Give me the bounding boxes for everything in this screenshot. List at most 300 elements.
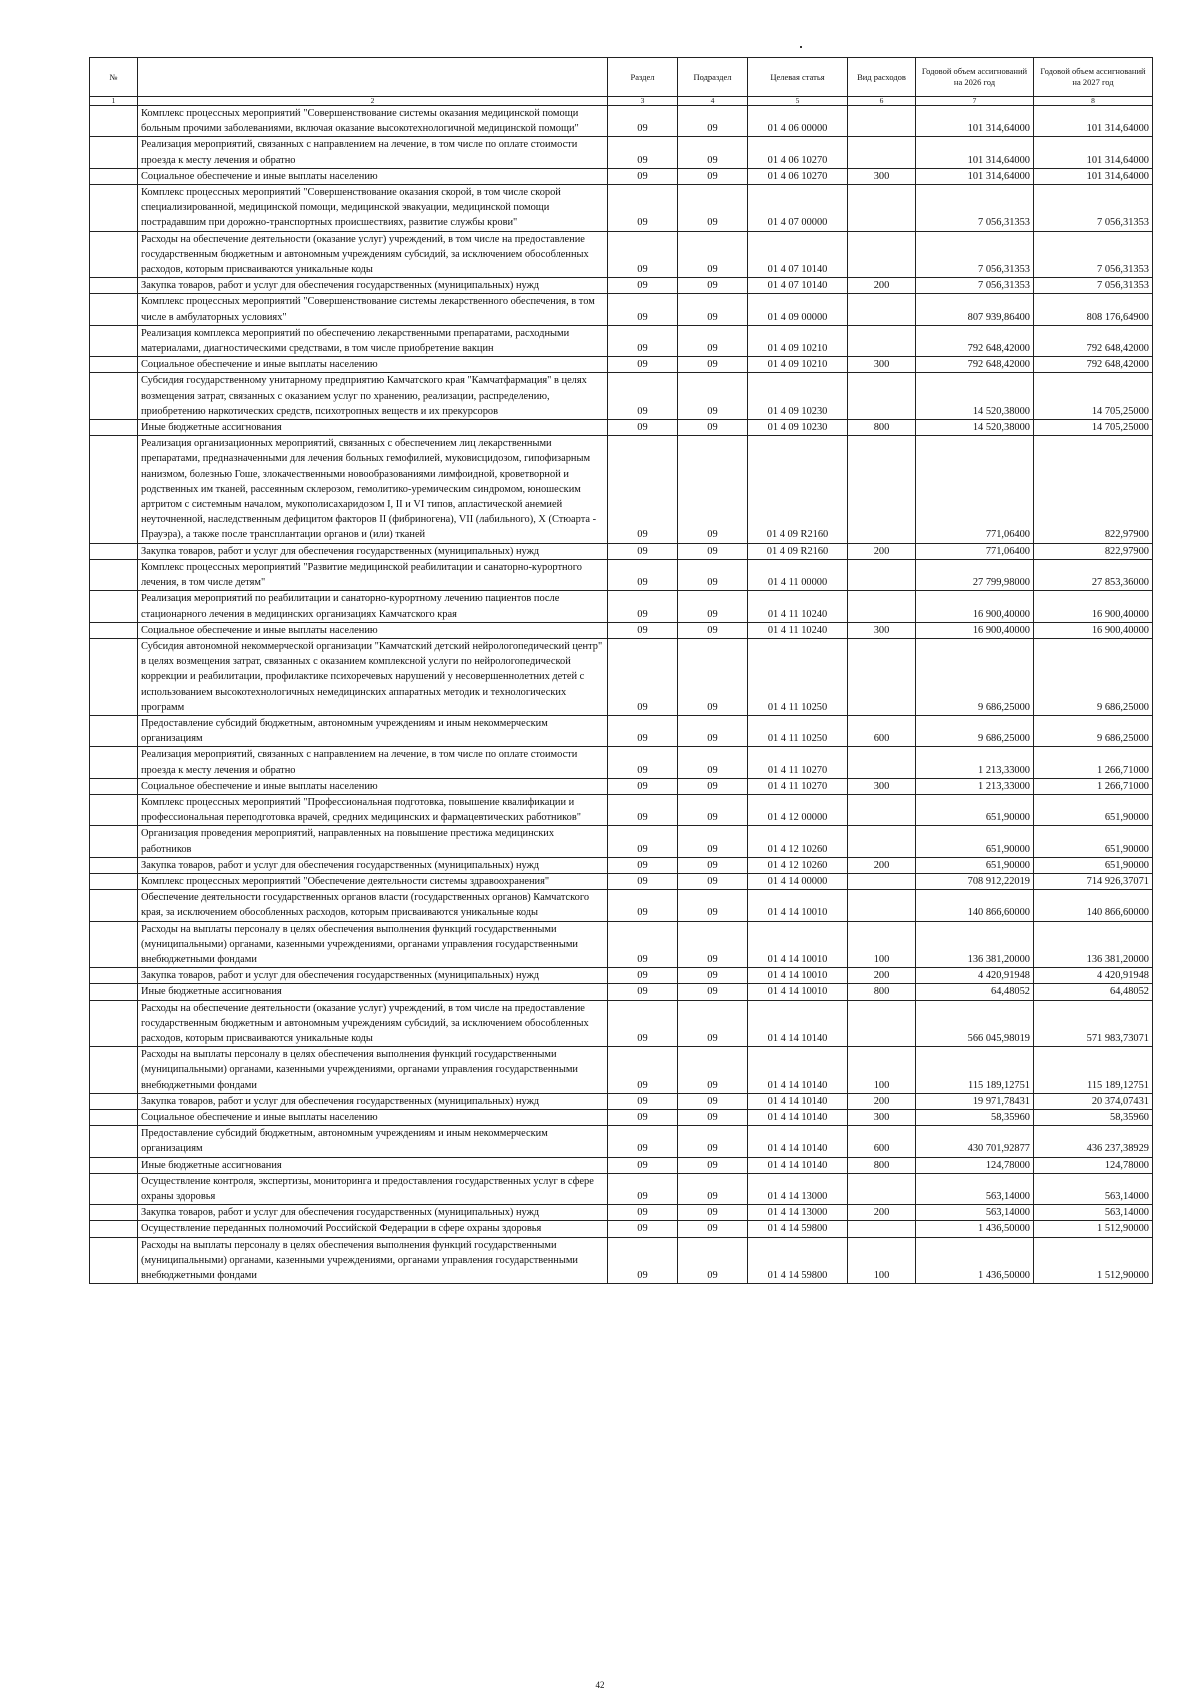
target-article-cell: 01 4 12 00000 — [748, 794, 848, 825]
target-article-cell: 01 4 14 10140 — [748, 1157, 848, 1173]
table-row — [90, 968, 1153, 984]
target-article-cell: 01 4 14 10140 — [748, 1047, 848, 1094]
table-row — [90, 168, 1153, 184]
table-header-row — [90, 58, 1153, 97]
razdel-cell: 09 — [608, 857, 678, 873]
row-num-cell — [90, 715, 138, 746]
target-article-cell: 01 4 14 10140 — [748, 1110, 848, 1126]
amount-2027-cell: 7 056,31353 — [1034, 185, 1153, 232]
podrazdel-cell: 09 — [678, 638, 748, 715]
amount-2027-cell: 651,90000 — [1034, 794, 1153, 825]
header-name — [138, 58, 608, 97]
podrazdel-cell: 09 — [678, 794, 748, 825]
expense-type-cell — [848, 826, 916, 857]
expense-type-cell: 600 — [848, 1126, 916, 1157]
table-row — [90, 559, 1153, 590]
expense-type-cell: 100 — [848, 1237, 916, 1284]
row-num-cell — [90, 968, 138, 984]
row-num-cell — [90, 185, 138, 232]
amount-2026-cell: 64,48052 — [916, 984, 1034, 1000]
row-num-cell — [90, 622, 138, 638]
row-num-cell — [90, 373, 138, 420]
expense-type-cell: 800 — [848, 1157, 916, 1173]
expense-name-cell: Расходы на обеспечение деятельности (оказание услуг) учреждений, в том числе на предоставление государственным бюджетным и автономным учреждениям субсидий, за исключением обособленных расходов, которым присваиваются уникальные коды — [138, 1000, 608, 1047]
table-row — [90, 1221, 1153, 1237]
expense-name-cell: Реализация мероприятий, связанных с направлением на лечение, в том числе по оплате стоимости проезда к месту лечения и обратно — [138, 747, 608, 778]
razdel-cell: 09 — [608, 984, 678, 1000]
amount-2027-cell: 563,14000 — [1034, 1205, 1153, 1221]
target-article-cell: 01 4 07 00000 — [748, 185, 848, 232]
podrazdel-cell: 09 — [678, 984, 748, 1000]
expense-type-cell — [848, 747, 916, 778]
table-row — [90, 1110, 1153, 1126]
target-article-cell: 01 4 14 10140 — [748, 1093, 848, 1109]
table-row — [90, 231, 1153, 278]
header-podrazdel: Подраздел — [678, 58, 748, 97]
row-num-cell — [90, 638, 138, 715]
expense-type-cell: 200 — [848, 857, 916, 873]
expense-type-cell — [848, 106, 916, 137]
amount-2027-cell: 651,90000 — [1034, 826, 1153, 857]
expense-name-cell: Социальное обеспечение и иные выплаты населению — [138, 622, 608, 638]
razdel-cell: 09 — [608, 137, 678, 168]
row-num-cell — [90, 294, 138, 325]
expense-name-cell: Закупка товаров, работ и услуг для обеспечения государственных (муниципальных) нужд — [138, 1093, 608, 1109]
table-row — [90, 921, 1153, 968]
target-article-cell: 01 4 14 59800 — [748, 1237, 848, 1284]
amount-2027-cell: 101 314,64000 — [1034, 168, 1153, 184]
expense-type-cell: 100 — [848, 921, 916, 968]
amount-2027-cell: 436 237,38929 — [1034, 1126, 1153, 1157]
target-article-cell: 01 4 14 13000 — [748, 1173, 848, 1204]
target-article-cell: 01 4 11 10240 — [748, 622, 848, 638]
header-2027: Годовой объем ассигнований на 2027 год — [1034, 58, 1153, 97]
table-row — [90, 325, 1153, 356]
expense-type-cell — [848, 559, 916, 590]
row-num-cell — [90, 1157, 138, 1173]
razdel-cell: 09 — [608, 1000, 678, 1047]
expense-type-cell — [848, 231, 916, 278]
expense-name-cell: Закупка товаров, работ и услуг для обеспечения государственных (муниципальных) нужд — [138, 968, 608, 984]
table-row — [90, 591, 1153, 622]
podrazdel-cell: 09 — [678, 1173, 748, 1204]
target-article-cell: 01 4 09 10210 — [748, 325, 848, 356]
podrazdel-cell: 09 — [678, 543, 748, 559]
amount-2027-cell: 7 056,31353 — [1034, 231, 1153, 278]
table-row — [90, 1093, 1153, 1109]
table-row — [90, 1126, 1153, 1157]
amount-2026-cell: 651,90000 — [916, 826, 1034, 857]
razdel-cell: 09 — [608, 231, 678, 278]
podrazdel-cell: 09 — [678, 1221, 748, 1237]
expense-type-cell — [848, 638, 916, 715]
table-row — [90, 826, 1153, 857]
expense-name-cell: Закупка товаров, работ и услуг для обеспечения государственных (муниципальных) нужд — [138, 1205, 608, 1221]
amount-2027-cell: 714 926,37071 — [1034, 873, 1153, 889]
expense-name-cell: Комплекс процессных мероприятий "Обеспечение деятельности системы здравоохранения" — [138, 873, 608, 889]
col-number: 8 — [1034, 97, 1153, 106]
expense-name-cell: Социальное обеспечение и иные выплаты населению — [138, 1110, 608, 1126]
table-row — [90, 1000, 1153, 1047]
razdel-cell: 09 — [608, 1157, 678, 1173]
amount-2026-cell: 563,14000 — [916, 1205, 1034, 1221]
col-number: 4 — [678, 97, 748, 106]
target-article-cell: 01 4 14 10140 — [748, 1126, 848, 1157]
table-body — [90, 106, 1153, 1284]
amount-2027-cell: 808 176,64900 — [1034, 294, 1153, 325]
podrazdel-cell: 09 — [678, 715, 748, 746]
expense-name-cell: Реализация организационных мероприятий, связанных с обеспечением лиц лекарственными препаратами, предназначенными для лечения больных гемофилией, муковисцидозом, гипофизарным нанизмом, болезнью Гоше, злокачественными новообразованиями лимфоидной, кроветворной и родственных им тканей, рассеянным склерозом, гемолитико-уремическим синдромом, юношеским артритом с системным началом, мукополисахаридозом I, II и VI типов, апластической анемией неуточненной, наследственным дефицитом факторов II (фибриногена), VII (лабильного), X (Стюарта - Прауэра), а также после трансплантации органов и (или) тканей — [138, 436, 608, 543]
amount-2027-cell: 1 512,90000 — [1034, 1221, 1153, 1237]
expense-name-cell: Обеспечение деятельности государственных органов власти (государственных органов) Камчатского края, за исключением обособленных расходов, которым присваиваются уникальные коды — [138, 890, 608, 921]
razdel-cell: 09 — [608, 638, 678, 715]
table-row — [90, 357, 1153, 373]
razdel-cell: 09 — [608, 715, 678, 746]
target-article-cell: 01 4 11 10240 — [748, 591, 848, 622]
razdel-cell: 09 — [608, 747, 678, 778]
amount-2027-cell: 651,90000 — [1034, 857, 1153, 873]
row-num-cell — [90, 420, 138, 436]
table-row — [90, 1237, 1153, 1284]
expense-name-cell: Комплекс процессных мероприятий "Совершенствование системы лекарственного обеспечения, в том числе в амбулаторных условиях" — [138, 294, 608, 325]
razdel-cell: 09 — [608, 968, 678, 984]
table-row — [90, 638, 1153, 715]
expense-type-cell: 300 — [848, 357, 916, 373]
amount-2026-cell: 1 436,50000 — [916, 1237, 1034, 1284]
row-num-cell — [90, 278, 138, 294]
row-num-cell — [90, 591, 138, 622]
col-number: 1 — [90, 97, 138, 106]
podrazdel-cell: 09 — [678, 857, 748, 873]
amount-2026-cell: 16 900,40000 — [916, 591, 1034, 622]
amount-2027-cell: 563,14000 — [1034, 1173, 1153, 1204]
razdel-cell: 09 — [608, 357, 678, 373]
podrazdel-cell: 09 — [678, 1000, 748, 1047]
podrazdel-cell: 09 — [678, 168, 748, 184]
razdel-cell: 09 — [608, 185, 678, 232]
amount-2027-cell: 20 374,07431 — [1034, 1093, 1153, 1109]
podrazdel-cell: 09 — [678, 137, 748, 168]
razdel-cell: 09 — [608, 591, 678, 622]
table-row — [90, 622, 1153, 638]
amount-2027-cell: 64,48052 — [1034, 984, 1153, 1000]
podrazdel-cell: 09 — [678, 106, 748, 137]
expense-type-cell: 200 — [848, 278, 916, 294]
razdel-cell: 09 — [608, 1205, 678, 1221]
target-article-cell: 01 4 14 10010 — [748, 968, 848, 984]
row-num-cell — [90, 778, 138, 794]
amount-2026-cell: 771,06400 — [916, 543, 1034, 559]
amount-2026-cell: 101 314,64000 — [916, 137, 1034, 168]
amount-2026-cell: 27 799,98000 — [916, 559, 1034, 590]
razdel-cell: 09 — [608, 794, 678, 825]
expense-type-cell — [848, 137, 916, 168]
amount-2026-cell: 9 686,25000 — [916, 715, 1034, 746]
row-num-cell — [90, 984, 138, 1000]
table-row — [90, 778, 1153, 794]
header-razdel: Раздел — [608, 58, 678, 97]
podrazdel-cell: 09 — [678, 1047, 748, 1094]
amount-2027-cell: 1 266,71000 — [1034, 747, 1153, 778]
amount-2027-cell: 571 983,73071 — [1034, 1000, 1153, 1047]
target-article-cell: 01 4 06 10270 — [748, 168, 848, 184]
amount-2027-cell: 124,78000 — [1034, 1157, 1153, 1173]
podrazdel-cell: 09 — [678, 278, 748, 294]
table-row — [90, 984, 1153, 1000]
amount-2027-cell: 7 056,31353 — [1034, 278, 1153, 294]
table-row — [90, 747, 1153, 778]
amount-2026-cell: 9 686,25000 — [916, 638, 1034, 715]
expense-name-cell: Социальное обеспечение и иные выплаты населению — [138, 168, 608, 184]
amount-2026-cell: 563,14000 — [916, 1173, 1034, 1204]
amount-2026-cell: 566 045,98019 — [916, 1000, 1034, 1047]
amount-2026-cell: 771,06400 — [916, 436, 1034, 543]
razdel-cell: 09 — [608, 106, 678, 137]
table-row — [90, 185, 1153, 232]
amount-2026-cell: 807 939,86400 — [916, 294, 1034, 325]
amount-2026-cell: 792 648,42000 — [916, 357, 1034, 373]
amount-2026-cell: 651,90000 — [916, 857, 1034, 873]
expense-type-cell: 200 — [848, 968, 916, 984]
podrazdel-cell: 09 — [678, 591, 748, 622]
target-article-cell: 01 4 09 10230 — [748, 373, 848, 420]
row-num-cell — [90, 747, 138, 778]
header-target: Целевая статья — [748, 58, 848, 97]
column-number-row — [90, 97, 1153, 106]
podrazdel-cell: 09 — [678, 1126, 748, 1157]
amount-2027-cell: 9 686,25000 — [1034, 715, 1153, 746]
expense-name-cell: Закупка товаров, работ и услуг для обеспечения государственных (муниципальных) нужд — [138, 857, 608, 873]
podrazdel-cell: 09 — [678, 436, 748, 543]
table-row — [90, 294, 1153, 325]
podrazdel-cell: 09 — [678, 357, 748, 373]
expense-type-cell: 300 — [848, 778, 916, 794]
table-row — [90, 1173, 1153, 1204]
razdel-cell: 09 — [608, 1093, 678, 1109]
expense-type-cell — [848, 890, 916, 921]
amount-2026-cell: 7 056,31353 — [916, 231, 1034, 278]
razdel-cell: 09 — [608, 622, 678, 638]
podrazdel-cell: 09 — [678, 778, 748, 794]
scan-dot — [800, 46, 802, 48]
target-article-cell: 01 4 09 R2160 — [748, 436, 848, 543]
expense-type-cell — [848, 185, 916, 232]
amount-2026-cell: 16 900,40000 — [916, 622, 1034, 638]
razdel-cell: 09 — [608, 1047, 678, 1094]
expense-name-cell: Расходы на выплаты персоналу в целях обеспечения выполнения функций государственными (муниципальными) органами, казенными учреждениями, органами управления государственными внебюджетными фондами — [138, 1237, 608, 1284]
header-num: № — [90, 58, 138, 97]
razdel-cell: 09 — [608, 168, 678, 184]
row-num-cell — [90, 106, 138, 137]
razdel-cell: 09 — [608, 1110, 678, 1126]
expense-type-cell — [848, 1173, 916, 1204]
podrazdel-cell: 09 — [678, 1110, 748, 1126]
podrazdel-cell: 09 — [678, 1157, 748, 1173]
amount-2027-cell: 16 900,40000 — [1034, 591, 1153, 622]
expense-name-cell: Реализация мероприятий по реабилитации и санаторно-курортному лечению пациентов после стационарного лечения в медицинских организациях Камчатского края — [138, 591, 608, 622]
expense-name-cell: Комплекс процессных мероприятий "Совершенствование системы оказания медицинской помощи больным прочими заболеваниями, включая оказание высокотехнологичной медицинской помощи" — [138, 106, 608, 137]
amount-2027-cell: 1 512,90000 — [1034, 1237, 1153, 1284]
podrazdel-cell: 09 — [678, 325, 748, 356]
amount-2026-cell: 651,90000 — [916, 794, 1034, 825]
table-row — [90, 278, 1153, 294]
podrazdel-cell: 09 — [678, 185, 748, 232]
podrazdel-cell: 09 — [678, 826, 748, 857]
amount-2027-cell: 14 705,25000 — [1034, 373, 1153, 420]
row-num-cell — [90, 1205, 138, 1221]
row-num-cell — [90, 357, 138, 373]
target-article-cell: 01 4 14 10010 — [748, 890, 848, 921]
table-row — [90, 106, 1153, 137]
amount-2027-cell: 101 314,64000 — [1034, 137, 1153, 168]
expense-name-cell: Осуществление переданных полномочий Российской Федерации в сфере охраны здоровья — [138, 1221, 608, 1237]
page-number: 42 — [595, 1680, 605, 1690]
expense-type-cell — [848, 436, 916, 543]
amount-2026-cell: 19 971,78431 — [916, 1093, 1034, 1109]
expense-type-cell: 100 — [848, 1047, 916, 1094]
razdel-cell: 09 — [608, 278, 678, 294]
podrazdel-cell: 09 — [678, 968, 748, 984]
target-article-cell: 01 4 12 10260 — [748, 857, 848, 873]
expense-type-cell: 300 — [848, 622, 916, 638]
podrazdel-cell: 09 — [678, 873, 748, 889]
expense-type-cell — [848, 873, 916, 889]
table-row — [90, 1047, 1153, 1094]
amount-2027-cell: 792 648,42000 — [1034, 325, 1153, 356]
target-article-cell: 01 4 09 R2160 — [748, 543, 848, 559]
expense-type-cell — [848, 591, 916, 622]
razdel-cell: 09 — [608, 1173, 678, 1204]
expense-name-cell: Социальное обеспечение и иные выплаты населению — [138, 778, 608, 794]
amount-2027-cell: 101 314,64000 — [1034, 106, 1153, 137]
expense-type-cell: 800 — [848, 984, 916, 1000]
target-article-cell: 01 4 14 00000 — [748, 873, 848, 889]
target-article-cell: 01 4 14 10010 — [748, 984, 848, 1000]
table-row — [90, 543, 1153, 559]
razdel-cell: 09 — [608, 559, 678, 590]
razdel-cell: 09 — [608, 1126, 678, 1157]
expense-name-cell: Иные бюджетные ассигнования — [138, 1157, 608, 1173]
expense-name-cell: Предоставление субсидий бюджетным, автономным учреждениям и иным некоммерческим организациям — [138, 1126, 608, 1157]
expense-type-cell: 800 — [848, 420, 916, 436]
amount-2027-cell: 9 686,25000 — [1034, 638, 1153, 715]
amount-2027-cell: 14 705,25000 — [1034, 420, 1153, 436]
col-number: 7 — [916, 97, 1034, 106]
row-num-cell — [90, 921, 138, 968]
razdel-cell: 09 — [608, 1237, 678, 1284]
target-article-cell: 01 4 07 10140 — [748, 231, 848, 278]
row-num-cell — [90, 1237, 138, 1284]
row-num-cell — [90, 559, 138, 590]
amount-2026-cell: 14 520,38000 — [916, 420, 1034, 436]
amount-2026-cell: 7 056,31353 — [916, 278, 1034, 294]
col-number: 6 — [848, 97, 916, 106]
razdel-cell: 09 — [608, 826, 678, 857]
expense-name-cell: Предоставление субсидий бюджетным, автономным учреждениям и иным некоммерческим организациям — [138, 715, 608, 746]
table-row — [90, 137, 1153, 168]
amount-2026-cell: 115 189,12751 — [916, 1047, 1034, 1094]
expense-name-cell: Комплекс процессных мероприятий "Профессиональная подготовка, повышение квалификации и профессиональная переподготовка врачей, средних медицинских и фармацевтических работников" — [138, 794, 608, 825]
amount-2027-cell: 822,97900 — [1034, 436, 1153, 543]
expense-type-cell — [848, 325, 916, 356]
podrazdel-cell: 09 — [678, 890, 748, 921]
row-num-cell — [90, 890, 138, 921]
row-num-cell — [90, 794, 138, 825]
table-row — [90, 1205, 1153, 1221]
podrazdel-cell: 09 — [678, 373, 748, 420]
row-num-cell — [90, 826, 138, 857]
expense-type-cell — [848, 1000, 916, 1047]
amount-2027-cell: 792 648,42000 — [1034, 357, 1153, 373]
row-num-cell — [90, 873, 138, 889]
expense-name-cell: Реализация комплекса мероприятий по обеспечению лекарственными препаратами, расходными материалами, диагностическими средствами, в том числе приобретение вакцин — [138, 325, 608, 356]
amount-2026-cell: 708 912,22019 — [916, 873, 1034, 889]
row-num-cell — [90, 857, 138, 873]
expense-name-cell: Комплекс процессных мероприятий "Развитие медицинской реабилитации и санаторно-курортного лечения, в том числе детям" — [138, 559, 608, 590]
razdel-cell: 09 — [608, 420, 678, 436]
table-row — [90, 715, 1153, 746]
amount-2027-cell: 1 266,71000 — [1034, 778, 1153, 794]
amount-2026-cell: 140 866,60000 — [916, 890, 1034, 921]
target-article-cell: 01 4 11 10250 — [748, 715, 848, 746]
target-article-cell: 01 4 12 10260 — [748, 826, 848, 857]
expense-name-cell: Социальное обеспечение и иные выплаты населению — [138, 357, 608, 373]
podrazdel-cell: 09 — [678, 747, 748, 778]
table-row — [90, 373, 1153, 420]
target-article-cell: 01 4 14 10010 — [748, 921, 848, 968]
target-article-cell: 01 4 11 00000 — [748, 559, 848, 590]
expense-type-cell — [848, 794, 916, 825]
amount-2026-cell: 58,35960 — [916, 1110, 1034, 1126]
row-num-cell — [90, 1000, 138, 1047]
amount-2026-cell: 430 701,92877 — [916, 1126, 1034, 1157]
expense-type-cell: 200 — [848, 1093, 916, 1109]
table-row — [90, 857, 1153, 873]
amount-2026-cell: 1 213,33000 — [916, 747, 1034, 778]
row-num-cell — [90, 1221, 138, 1237]
target-article-cell: 01 4 14 13000 — [748, 1205, 848, 1221]
expense-name-cell: Закупка товаров, работ и услуг для обеспечения государственных (муниципальных) нужд — [138, 543, 608, 559]
expense-type-cell: 300 — [848, 168, 916, 184]
expense-name-cell: Расходы на обеспечение деятельности (оказание услуг) учреждений, в том числе на предоставление государственным бюджетным и автономным учреждениям субсидий, за исключением обособленных расходов, которым присваиваются уникальные коды — [138, 231, 608, 278]
target-article-cell: 01 4 11 10270 — [748, 778, 848, 794]
amount-2027-cell: 822,97900 — [1034, 543, 1153, 559]
razdel-cell: 09 — [608, 543, 678, 559]
razdel-cell: 09 — [608, 294, 678, 325]
expense-name-cell: Субсидия государственному унитарному предприятию Камчатского края "Камчатфармация" в целях возмещения затрат, связанных с оказанием услуг по хранению, реализации, распределению, приобретению наркотических средств, психотропных веществ и их прекурсоров — [138, 373, 608, 420]
expense-name-cell: Организация проведения мероприятий, направленных на повышение престижа медицинских работников — [138, 826, 608, 857]
expense-name-cell: Субсидия автономной некоммерческой организации "Камчатский детский нейрологопедический центр" в целях возмещения затрат, связанных с оказанием комплексной услуги по нейрологопедической коррекции и реабилитации, профилактике психоречевых нарушений у несовершеннолетних детей с использованием высокотехнологичных немедицинских аппаратных методик и технологических программ — [138, 638, 608, 715]
expense-name-cell: Иные бюджетные ассигнования — [138, 984, 608, 1000]
table-row — [90, 436, 1153, 543]
podrazdel-cell: 09 — [678, 1205, 748, 1221]
amount-2027-cell: 27 853,36000 — [1034, 559, 1153, 590]
expense-name-cell: Комплекс процессных мероприятий "Совершенствование оказания скорой, в том числе скорой специализированной, медицинской помощи, медицинской эвакуации, медицинской помощи пострадавшим при дорожно-транспортных происшествиях, развитие службы крови" — [138, 185, 608, 232]
row-num-cell — [90, 168, 138, 184]
razdel-cell: 09 — [608, 436, 678, 543]
table-row — [90, 1157, 1153, 1173]
amount-2027-cell: 58,35960 — [1034, 1110, 1153, 1126]
amount-2026-cell: 101 314,64000 — [916, 106, 1034, 137]
target-article-cell: 01 4 11 10270 — [748, 747, 848, 778]
row-num-cell — [90, 231, 138, 278]
table-row — [90, 890, 1153, 921]
razdel-cell: 09 — [608, 921, 678, 968]
row-num-cell — [90, 137, 138, 168]
razdel-cell: 09 — [608, 873, 678, 889]
amount-2027-cell: 136 381,20000 — [1034, 921, 1153, 968]
row-num-cell — [90, 1126, 138, 1157]
